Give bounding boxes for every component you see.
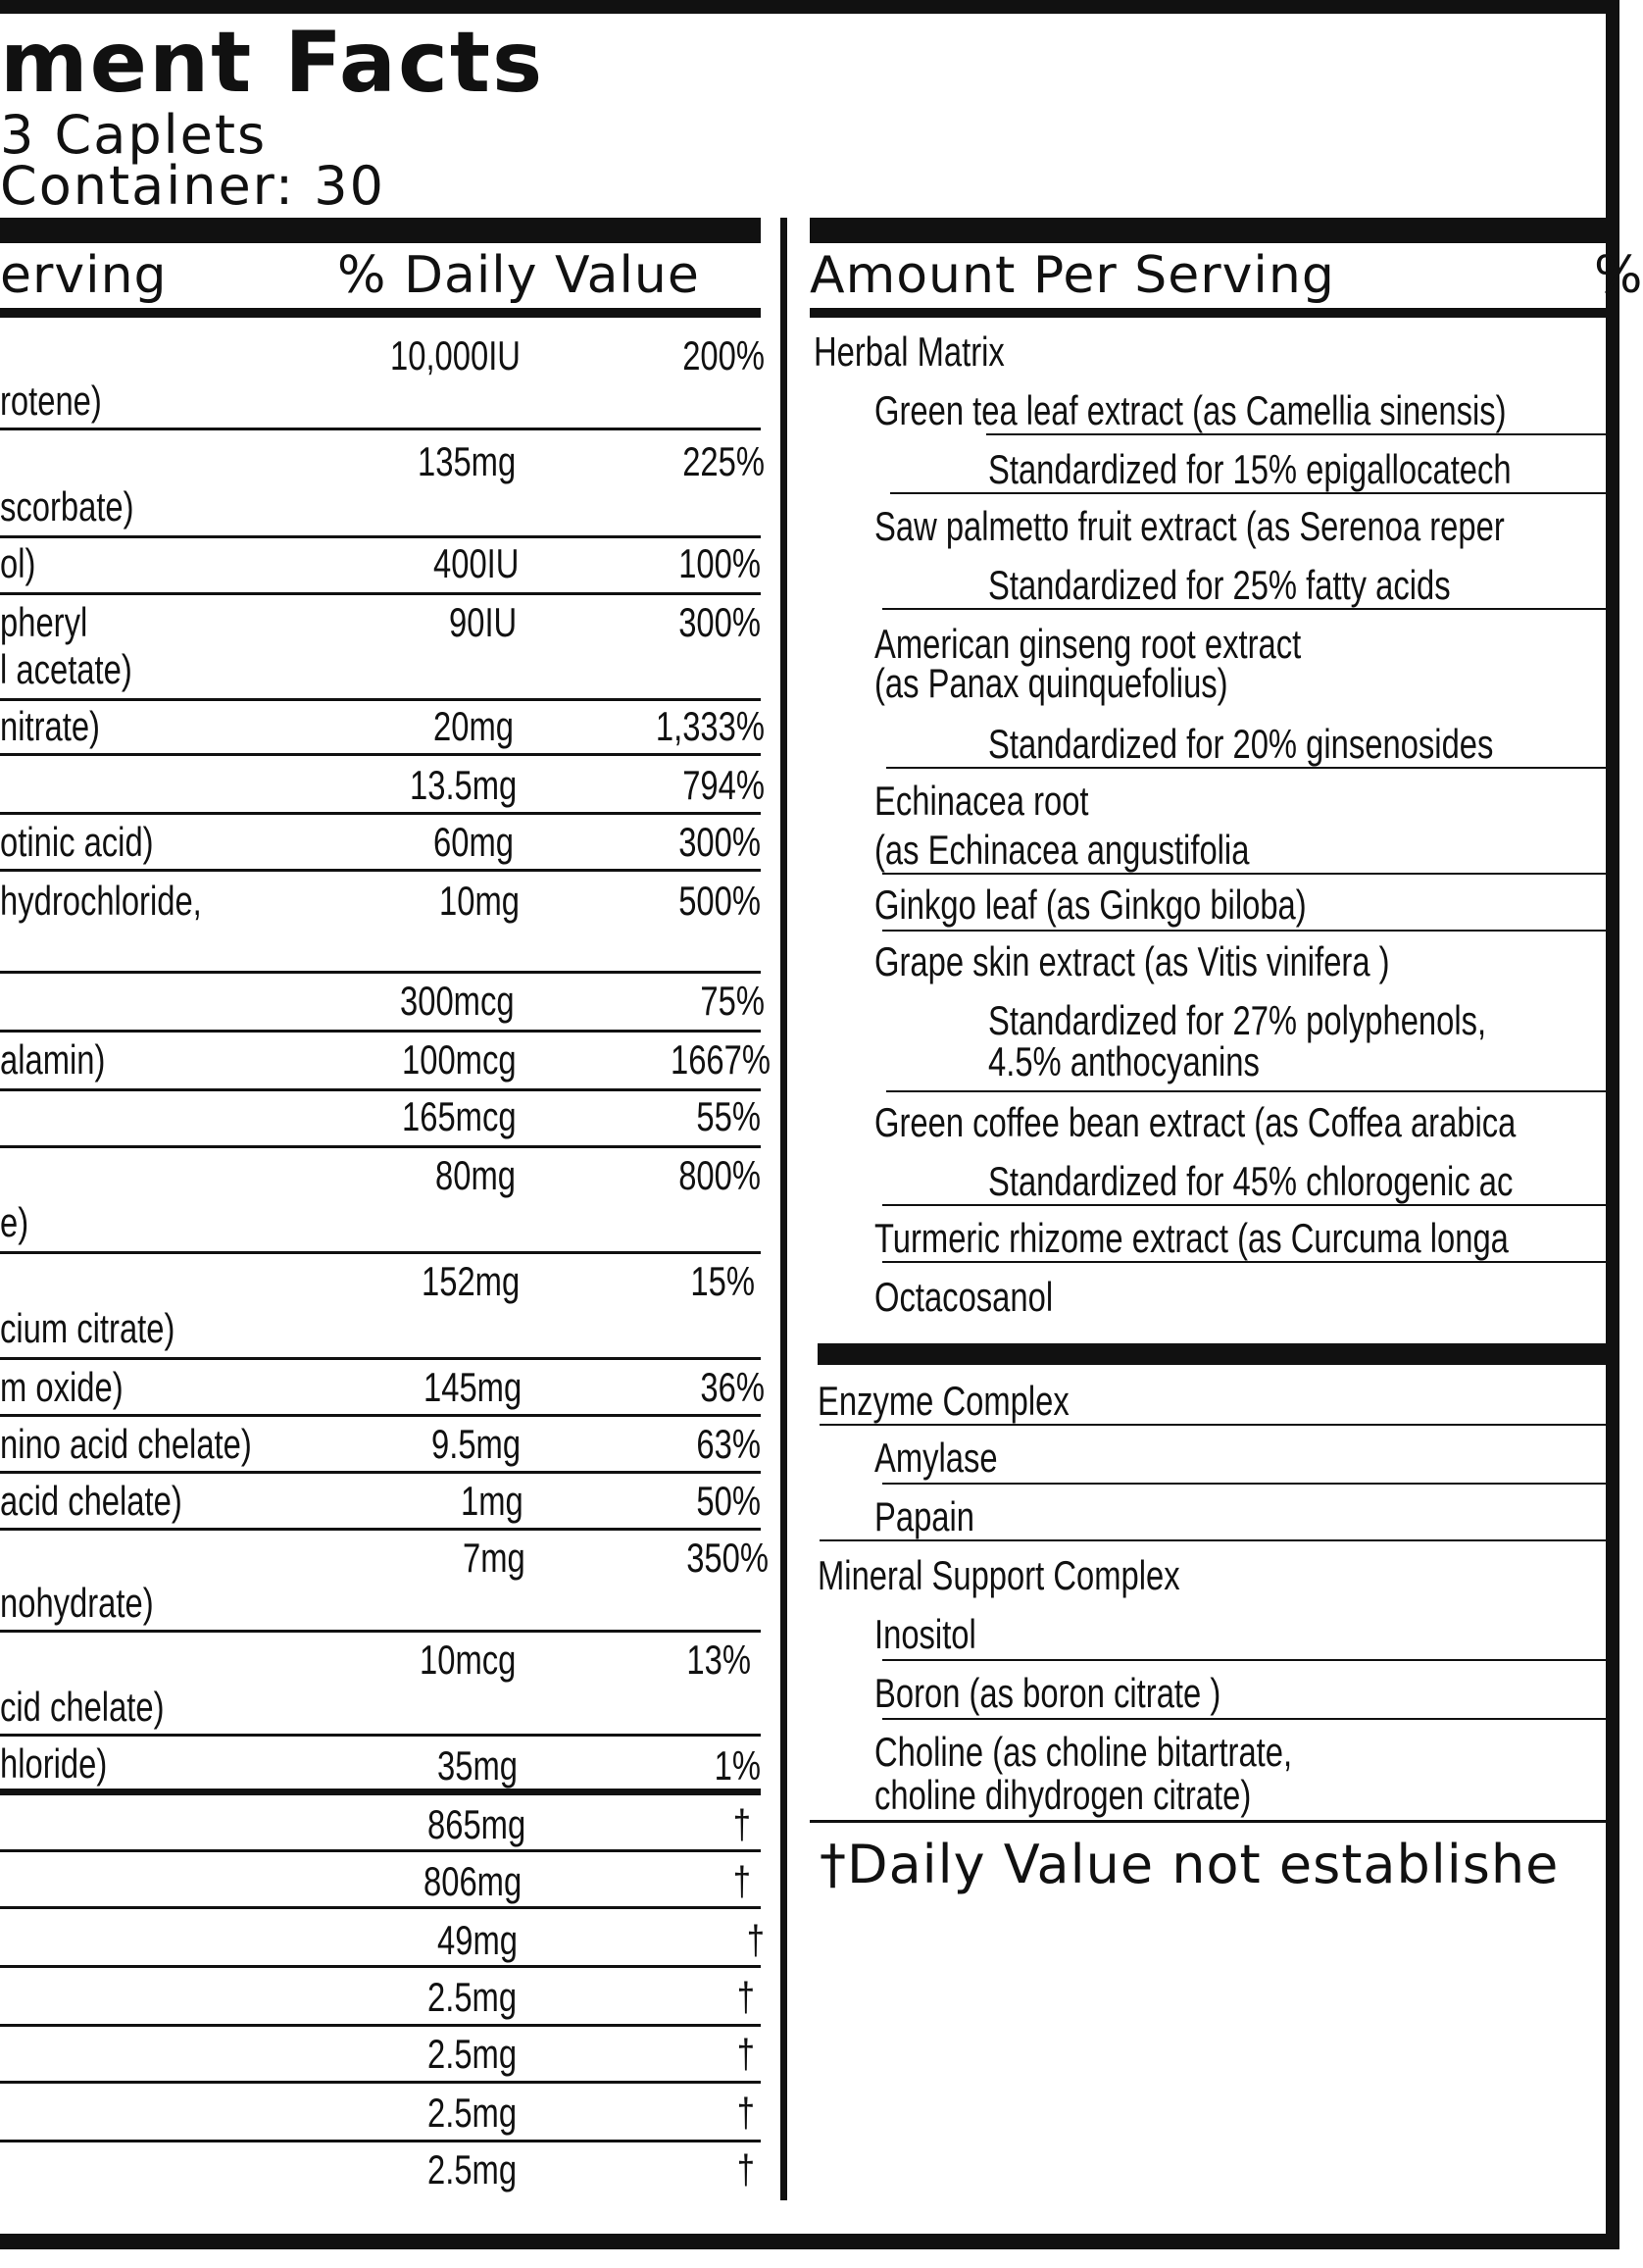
row-rule — [882, 608, 1619, 610]
table-row-dv: 200% — [682, 332, 765, 378]
table-row-amount: 2.5mg — [427, 2146, 518, 2192]
row-rule — [0, 1471, 761, 1474]
left-thick-bar-top — [0, 218, 761, 243]
table-row-dv: † — [736, 1974, 755, 2020]
row-rule — [820, 1424, 1619, 1426]
table-row-dv: 1% — [714, 1742, 761, 1789]
list-item: American ginseng root extract — [874, 621, 1302, 667]
row-rule — [0, 2024, 761, 2027]
table-row-dv: 50% — [696, 1478, 761, 1524]
list-item: Grape skin extract (as Vitis vinifera ) — [874, 938, 1390, 984]
row-rule — [0, 812, 761, 815]
table-row-label: cium citrate) — [0, 1305, 175, 1351]
table-row-dv: † — [746, 1917, 765, 1963]
list-item: Boron (as boron citrate ) — [874, 1670, 1221, 1716]
table-row-dv: † — [736, 2090, 755, 2136]
table-row-dv: 1,333% — [655, 703, 765, 749]
table-row-dv: † — [732, 1858, 751, 1904]
right-header-percent: % — [1594, 246, 1643, 305]
column-divider — [780, 218, 787, 2200]
row-rule — [0, 428, 761, 430]
table-row-amount: 80mg — [435, 1152, 516, 1198]
row-rule — [0, 1251, 761, 1254]
row-rule — [0, 1630, 761, 1633]
table-row-amount: 100mcg — [402, 1036, 517, 1083]
row-rule — [0, 753, 761, 756]
label-border-right — [1606, 0, 1619, 2249]
table-row-label: ol) — [0, 540, 36, 586]
table-row-label: otinic acid) — [0, 819, 154, 865]
table-row-dv: 300% — [678, 819, 761, 865]
table-row-label: nohydrate) — [0, 1580, 154, 1626]
right-section-bar — [818, 1343, 1619, 1365]
table-row-label: pheryl — [0, 599, 88, 645]
table-row-amount: 135mg — [418, 438, 517, 484]
list-item: Turmeric rhizome extract (as Curcuma longa — [874, 1215, 1509, 1261]
list-item: Green tea leaf extract (as Camellia sinensis) — [874, 387, 1507, 433]
row-rule — [886, 767, 1619, 769]
row-rule — [0, 1734, 761, 1737]
list-item: Green coffee bean extract (as Coffea arabica — [874, 1099, 1517, 1145]
table-row-label: m oxide) — [0, 1364, 124, 1410]
table-row-dv: 100% — [678, 540, 761, 586]
table-row-dv: 225% — [682, 438, 765, 484]
table-row-amount: 2.5mg — [427, 2090, 518, 2136]
table-row-dv: 75% — [700, 978, 765, 1024]
row-rule — [0, 1088, 761, 1091]
table-row-amount: 49mg — [437, 1917, 518, 1963]
table-row-label: scorbate) — [0, 483, 134, 529]
table-row-dv: † — [736, 2031, 755, 2077]
table-row-amount: 9.5mg — [431, 1421, 522, 1467]
table-row-label: hydrochloride, — [0, 878, 202, 924]
left-header-serving: erving — [0, 246, 168, 305]
row-rule — [0, 1030, 761, 1033]
row-rule — [886, 1090, 1619, 1092]
row-rule — [0, 971, 761, 974]
label-border-top — [0, 0, 1619, 14]
table-row-amount: 2.5mg — [427, 2031, 518, 2077]
row-rule — [0, 869, 761, 872]
row-rule — [0, 698, 761, 701]
table-row-dv: † — [736, 2146, 755, 2192]
row-rule — [882, 1659, 1619, 1661]
right-header-rule — [810, 308, 1619, 318]
row-rule — [0, 535, 761, 538]
row-rule — [0, 1849, 761, 1852]
table-row-dv: † — [732, 1801, 751, 1847]
table-row-amount: 1mg — [461, 1478, 523, 1524]
table-row-label: nitrate) — [0, 703, 100, 749]
table-row-amount: 400IU — [433, 540, 520, 586]
list-item: (as Panax quinquefolius) — [874, 660, 1228, 706]
table-row-dv: 350% — [686, 1535, 769, 1581]
row-rule — [0, 2081, 761, 2084]
table-row-label: nino acid chelate) — [0, 1421, 252, 1467]
row-rule — [0, 1145, 761, 1148]
table-row-amount: 20mg — [433, 703, 514, 749]
right-header-amount: Amount Per Serving — [810, 246, 1335, 305]
table-row-dv: 63% — [696, 1421, 761, 1467]
left-header-rule — [0, 308, 761, 318]
list-item: Papain — [874, 1493, 975, 1539]
table-row-amount: 7mg — [463, 1535, 525, 1581]
table-row-label: hloride) — [0, 1740, 108, 1787]
serving-size: 3 Caplets — [0, 104, 268, 166]
row-rule — [890, 492, 1619, 494]
list-item: Inositol — [874, 1611, 976, 1657]
table-row-amount: 165mcg — [402, 1093, 517, 1139]
list-item: Enzyme Complex — [818, 1378, 1070, 1424]
list-item: Standardized for 45% chlorogenic ac — [988, 1158, 1514, 1204]
list-item: choline dihydrogen citrate) — [874, 1772, 1252, 1818]
table-row-amount: 60mg — [433, 819, 514, 865]
table-row-label: alamin) — [0, 1036, 106, 1083]
table-row-dv: 36% — [700, 1364, 765, 1410]
table-row-amount: 13.5mg — [410, 762, 518, 808]
list-item: Standardized for 27% polyphenols, — [988, 997, 1487, 1043]
row-rule — [882, 930, 1619, 932]
list-item: Standardized for 20% ginsenosides — [988, 721, 1494, 767]
table-row-amount: 145mg — [423, 1364, 523, 1410]
table-row-label: rotene) — [0, 378, 102, 424]
table-row-label: e) — [0, 1199, 29, 1245]
table-row-amount: 300mcg — [400, 978, 515, 1024]
row-rule — [882, 1483, 1619, 1485]
table-row-label: cid chelate) — [0, 1684, 165, 1730]
row-rule — [882, 1718, 1619, 1720]
label-title: ment Facts — [0, 14, 545, 112]
table-row-amount: 806mg — [423, 1858, 523, 1904]
label-border-bottom — [0, 2234, 1619, 2249]
table-row-amount: 2.5mg — [427, 1974, 518, 2020]
list-item: Standardized for 15% epigallocatech — [988, 446, 1512, 492]
row-rule — [986, 433, 1619, 435]
table-row-dv: 1667% — [670, 1036, 771, 1083]
table-row-dv: 55% — [696, 1093, 761, 1139]
list-item: Amylase — [874, 1435, 998, 1481]
servings-per-container: Container: 30 — [0, 155, 386, 217]
table-row-dv: 800% — [678, 1152, 761, 1198]
list-item: (as Echinacea angustifolia — [874, 827, 1250, 873]
table-row-label: l acetate) — [0, 646, 132, 692]
list-item: Echinacea root — [874, 778, 1089, 824]
row-rule — [0, 1906, 761, 1909]
table-row-dv: 13% — [686, 1637, 751, 1683]
table-row-amount: 10mg — [439, 878, 520, 924]
row-rule — [0, 592, 761, 595]
right-thick-bar-top — [810, 218, 1619, 243]
row-rule — [0, 2140, 761, 2142]
row-rule — [0, 1528, 761, 1531]
list-item: Herbal Matrix — [814, 328, 1005, 375]
row-rule — [0, 1965, 761, 1968]
list-item: 4.5% anthocyanins — [988, 1038, 1260, 1084]
list-item: Mineral Support Complex — [818, 1552, 1180, 1598]
table-row-dv: 300% — [678, 599, 761, 645]
row-rule — [820, 1539, 1619, 1541]
table-row-dv: 794% — [682, 762, 765, 808]
list-item: Saw palmetto fruit extract (as Serenoa reper — [874, 503, 1505, 549]
list-item: Octacosanol — [874, 1274, 1054, 1320]
table-row-label: acid chelate) — [0, 1478, 182, 1524]
left-header-daily-value: % Daily Value — [337, 246, 700, 305]
table-row-amount: 10mcg — [420, 1637, 517, 1683]
right-footer-rule — [810, 1820, 1619, 1823]
row-rule — [0, 1357, 761, 1360]
row-rule — [882, 1204, 1619, 1206]
daily-value-footnote: †Daily Value not establishe — [820, 1834, 1560, 1895]
list-item: Standardized for 25% fatty acids — [988, 562, 1451, 608]
list-item: Ginkgo leaf (as Ginkgo biloba) — [874, 882, 1307, 928]
table-row-dv: 15% — [690, 1258, 755, 1304]
left-section-rule — [0, 1789, 761, 1795]
table-row-amount: 35mg — [437, 1742, 518, 1789]
row-rule — [0, 1414, 761, 1417]
row-rule — [882, 1261, 1619, 1263]
table-row-amount: 152mg — [422, 1258, 521, 1304]
table-row-amount: 10,000IU — [390, 332, 521, 378]
row-rule — [882, 873, 1619, 875]
table-row-amount: 865mg — [427, 1801, 526, 1847]
list-item: Choline (as choline bitartrate, — [874, 1729, 1293, 1775]
table-row-amount: 90IU — [449, 599, 518, 645]
table-row-dv: 500% — [678, 878, 761, 924]
